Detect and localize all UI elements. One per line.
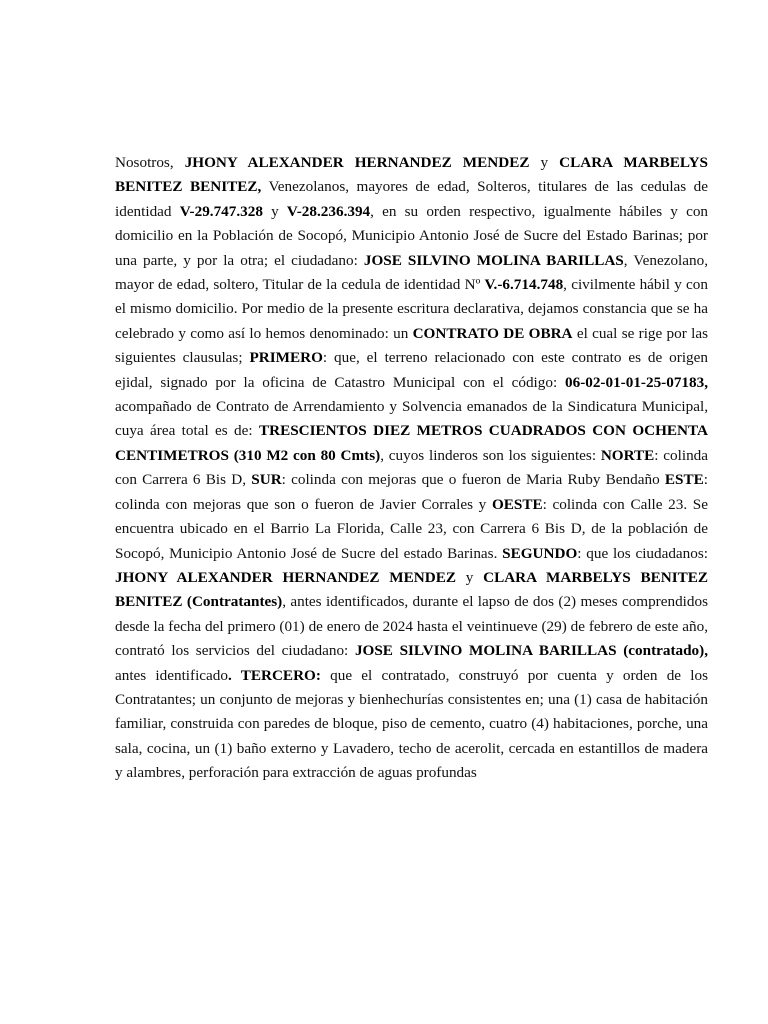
party-name-jhony: JHONY ALEXANDER HERNANDEZ MENDEZ <box>115 568 456 586</box>
text-run: y <box>262 202 287 220</box>
cadastral-code: 06-02-01-01-25-07183, <box>565 373 708 391</box>
text-run: Venezolanos, mayores de edad, Solteros, titulares de las cedulas de identidad <box>115 178 708 220</box>
text-run: , Venezolano, mayor de edad, soltero, Titular de la cedula de identidad Nº <box>115 251 708 294</box>
id-number: V.-6.714.748 <box>484 276 564 294</box>
text-run: , en su orden respectivo, igualmente hábiles y con domicilio en la Población de Socopó, Municipio Antonio José de Sucre del Estado Barinas; por una parte, y por la otra; el ciudadano: <box>115 202 709 269</box>
party-name-clara: CLARA MARBELYS BENITEZ BENITEZ (Contratantes) <box>115 568 709 611</box>
clause-heading: . TERCERO: <box>227 666 321 684</box>
party-name-jose: JOSE SILVINO MOLINA BARILLAS (contratado), <box>354 642 709 660</box>
boundary-label: SUR <box>251 471 282 489</box>
contract-paragraph <box>115 151 708 786</box>
text-run: : colinda con Carrera 6 Bis D, <box>115 446 708 489</box>
text-run: : que los ciudadanos: <box>577 544 708 562</box>
text-run: , cuyos linderos son los siguientes: <box>380 446 601 464</box>
boundary-label: NORTE <box>600 446 655 464</box>
text-run: : colinda con Calle 23. Se encuentra ubicado en el Barrio La Florida, Calle 23, con Carrera 6 Bis D, de la población de Socopó, Municipio Antonio José de Sucre del estado Barinas. <box>115 495 708 562</box>
boundary-label: OESTE <box>491 495 543 513</box>
text-run: el cual se rige por las siguientes clausulas; <box>115 324 708 367</box>
party-name-jhony: JHONY ALEXANDER HERNANDEZ MENDEZ <box>184 154 530 171</box>
text-run: Nosotros, <box>115 154 185 171</box>
clause-heading: PRIMERO <box>249 349 323 367</box>
text-run: antes identificado <box>115 666 228 684</box>
text-run: y <box>455 568 484 586</box>
clause-heading: SEGUNDO <box>502 544 578 562</box>
party-name-jose: JOSE SILVINO MOLINA BARILLAS <box>363 251 624 269</box>
text-run: , antes identificados, durante el lapso de dos (2) meses comprendidos desde la fecha del primero (01) de enero de 2024 hasta el veintinueve (29) de febrero de este año, contrató los servicios del ciudadano: <box>115 593 708 660</box>
id-number: V-28.236.394 <box>286 202 371 220</box>
text-run: , civilmente hábil y con el mismo domicilio. Por medio de la presente escritura declarativa, dejamos constancia que se ha celebrado y como así lo hemos denominado: un <box>115 276 708 342</box>
land-area: TRESCIENTOS DIEZ METROS CUADRADOS CON OCHENTA CENTIMETROS (310 M2 con 80 Cmts) <box>115 422 708 464</box>
contract-type: CONTRATO DE OBRA <box>412 324 573 342</box>
text-run: : que, el terreno relacionado con este contrato es de origen ejidal, signado por la oficina de Catastro Municipal con el código: <box>115 349 708 391</box>
boundary-label: ESTE <box>664 471 704 489</box>
text-run: que el contratado, construyó por cuenta y orden de los Contratantes; un conjunto de mejoras y bienhechurías consistentes en; una (1) casa de habitación familiar, construida con paredes de bloque, piso de cemento, cuatro (4) habitaciones, porche, una sala, cocina, un (1) baño externo y Lavadero, techo de acerolit, cercada en estantillos de madera y alambres, perforación para extracción de aguas profundas <box>115 666 708 782</box>
text-run: y <box>529 154 560 171</box>
id-number: V-29.747.328 <box>179 202 263 220</box>
text-run: acompañado de Contrato de Arrendamiento y Solvencia emanados de la Sindicatura Municipal, cuya área total es de: <box>115 398 708 440</box>
party-name-clara: CLARA MARBELYS BENITEZ BENITEZ, <box>115 154 709 196</box>
text-run: : colinda con mejoras que son o fueron de Javier Corrales y <box>115 471 708 513</box>
text-run: : colinda con mejoras que o fueron de Maria Ruby Bendaño <box>281 471 665 489</box>
